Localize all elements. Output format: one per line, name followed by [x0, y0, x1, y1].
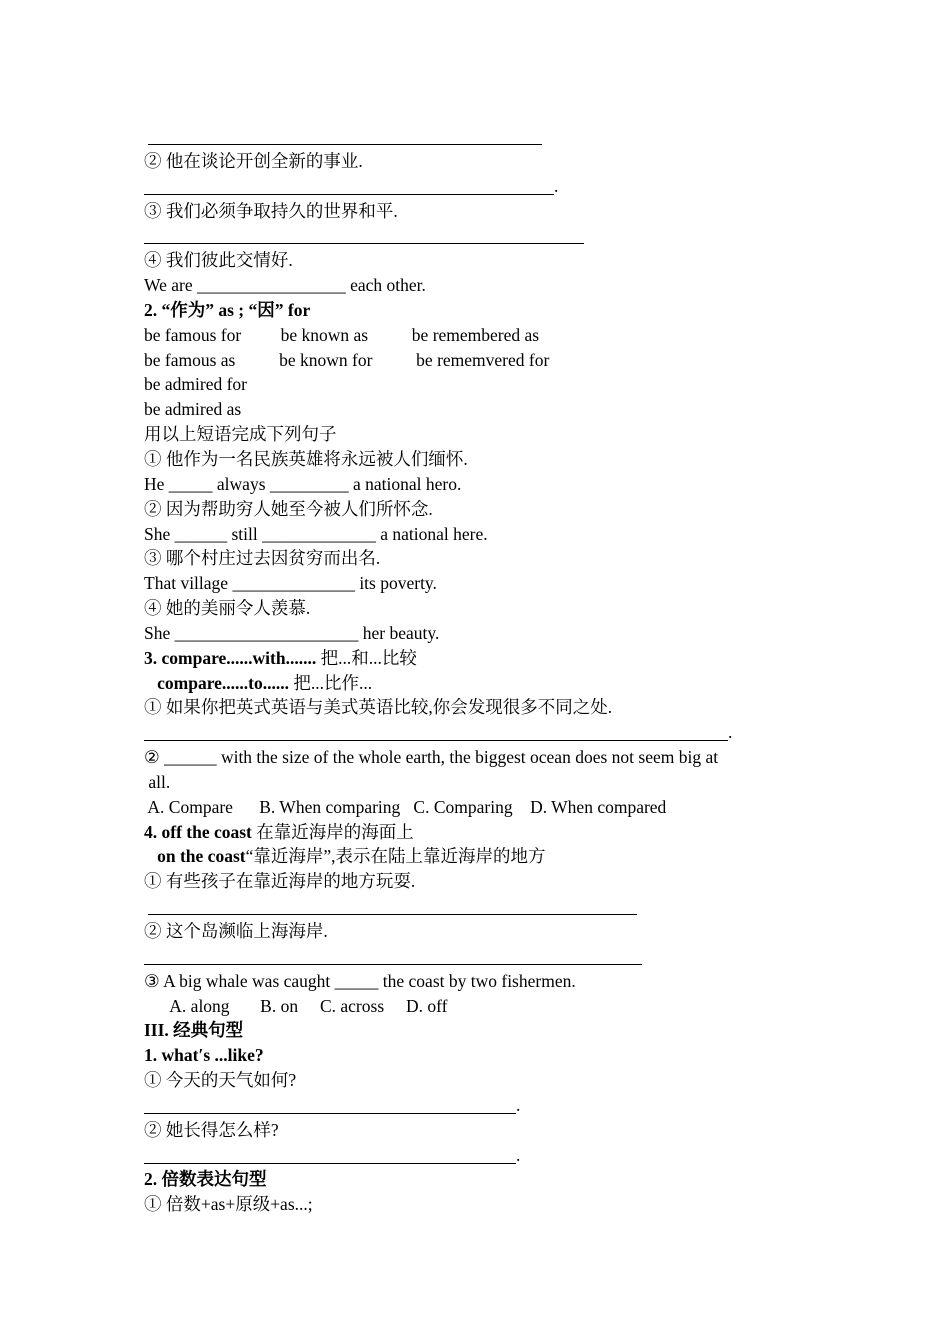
section-heading: III. 经典句型	[144, 1020, 244, 1041]
fill-in-sentence: We are _________________ each other.	[144, 275, 426, 296]
answer-line	[144, 223, 804, 248]
fill-in-sentence: She ______ still _____________ a national here.	[144, 523, 488, 544]
answer-line	[144, 124, 804, 149]
question-text: ② 这个岛濒临上海海岸.	[144, 921, 328, 941]
question-text: ③ 我们必须争取持久的世界和平.	[144, 200, 398, 221]
question-text: ② ______ with the size of the whole earth, the biggest ocean does not seem big at	[144, 747, 719, 768]
question-text: ① 他作为一名民族英雄将永远被人们缅怀.	[144, 448, 468, 469]
question-text: ① 倍数+as+原级+as...;	[144, 1194, 313, 1215]
question-text: all.	[144, 771, 171, 792]
fill-in-sentence: That village ______________ its poverty.	[144, 573, 437, 594]
question-text: ③ 哪个村庄过去因贫穷而出名.	[144, 548, 381, 569]
question-text: ① 如果你把英式英语与美式英语比较,你会发现很多不同之处.	[144, 697, 613, 718]
answer-line: .	[144, 1143, 804, 1168]
section-heading: 2. “作为” as ; “因” for	[144, 299, 311, 320]
answer-line: .	[144, 720, 804, 745]
answer-line: .	[144, 174, 804, 199]
answer-options: A. along B. on C. across D. off	[144, 995, 448, 1016]
section-subheading: 2. 倍数表达句型	[144, 1169, 267, 1190]
answer-options: A. Compare B. When comparing C. Comparing D. When compared	[144, 796, 667, 817]
question-text: ② 他在谈论开创全新的事业.	[144, 150, 363, 171]
answer-line: .	[144, 1093, 804, 1118]
question-text: ② 因为帮助穷人她至今被人们所怀念.	[144, 498, 433, 519]
phrase-list: be admired as	[144, 399, 242, 420]
phrase-list: be famous as be known for be rememvered for	[144, 349, 550, 370]
section-subheading: compare......to...... 把...比作...	[144, 672, 373, 693]
fill-in-sentence: He _____ always _________ a national hero.	[144, 473, 462, 494]
answer-line	[144, 944, 804, 969]
phrase-list: be famous for be known as be remembered as	[144, 324, 540, 345]
question-text: ③ A big whale was caught _____ the coast by two fishermen.	[144, 970, 576, 991]
section-subheading: on the coast“靠近海岸”,表示在陆上靠近海岸的地方	[144, 846, 546, 867]
question-text: ① 有些孩子在靠近海岸的地方玩耍.	[144, 871, 416, 892]
document-page	[144, 124, 804, 1217]
section-subheading: 1. what′s ...like?	[144, 1045, 264, 1066]
question-text: ④ 我们彼此交情好.	[144, 250, 293, 271]
answer-line	[144, 894, 804, 919]
phrase-list: be admired for	[144, 374, 248, 395]
instruction-text: 用以上短语完成下列句子	[144, 424, 337, 445]
section-heading: 4. off the coast 在靠近海岸的海面上	[144, 821, 414, 842]
section-heading: 3. compare......with....... 把...和...比较	[144, 647, 417, 668]
question-text: ④ 她的美丽令人羡慕.	[144, 598, 311, 619]
question-text: ② 她长得怎么样?	[144, 1119, 279, 1140]
fill-in-sentence: She _____________________ her beauty.	[144, 622, 440, 643]
question-text: ① 今天的天气如何?	[144, 1070, 297, 1091]
